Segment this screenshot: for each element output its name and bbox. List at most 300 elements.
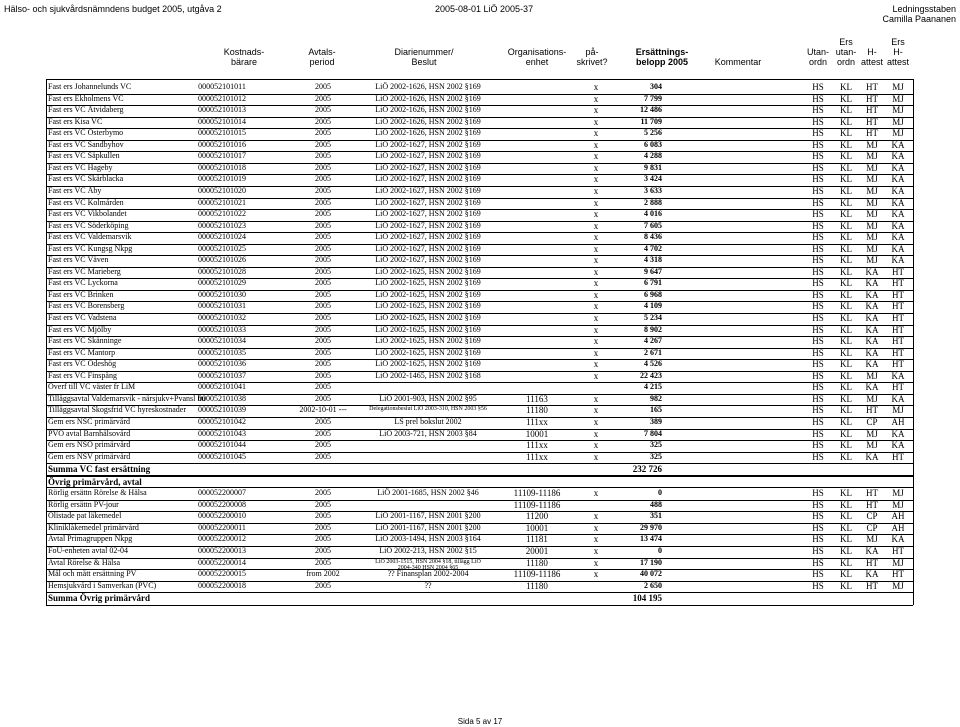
row-avtalsperiod: 2005 — [315, 232, 331, 242]
row-ers-utanordn: KL — [840, 174, 852, 185]
row-avtalsperiod: 2005 — [315, 151, 331, 161]
row-utanordn: HS — [812, 255, 824, 266]
column-header-line — [308, 37, 335, 47]
row-h-attest: HT — [866, 488, 878, 498]
grid-hline — [46, 592, 913, 593]
row-amount: 3 633 — [644, 185, 662, 195]
row-paskrivet: x — [593, 151, 599, 162]
row-name: Fast ers VC Sandbyhov — [48, 139, 124, 149]
row-name: Fast ers VC Vikbolandet — [48, 209, 127, 219]
grid-hline — [46, 487, 913, 488]
row-utanordn: HS — [812, 440, 824, 451]
row-ers-h-attest: KA — [891, 243, 905, 254]
row-utanordn: HS — [812, 557, 824, 568]
grid-vline — [46, 79, 47, 476]
row-paskrivet: x — [593, 197, 599, 208]
row-h-attest: CP — [866, 511, 878, 522]
row-avtalsperiod: 2005 — [315, 243, 331, 253]
row-kostnadsbarare: 000052101012 — [198, 93, 246, 103]
grid-hline — [46, 94, 913, 95]
row-utanordn: HS — [812, 569, 824, 580]
grid-hline — [46, 534, 913, 535]
column-header-line: attest — [886, 57, 910, 67]
grid-hline — [46, 394, 913, 395]
row-utanordn: HS — [812, 82, 824, 92]
row-amount: 0 — [658, 488, 662, 497]
row-avtalsperiod: 2005 — [315, 162, 331, 172]
row-ers-h-attest: KA — [891, 197, 905, 208]
row-utanordn: HS — [812, 220, 824, 231]
row-avtalsperiod: 2005 — [315, 301, 331, 311]
row-ers-utanordn: KL — [840, 197, 852, 208]
row-ers-h-attest: MJ — [892, 499, 904, 510]
row-h-attest: KA — [865, 382, 879, 393]
row-diarienummer: LiÖ 2002-1625, HSN 2002 §169 — [375, 336, 481, 346]
row-amount: 325 — [650, 440, 662, 450]
row-name: FoU-enheten avtal 02-04 — [48, 546, 128, 555]
row-kostnadsbarare: 000052101013 — [198, 105, 246, 115]
column-header-line: belopp 2005 — [635, 57, 689, 67]
row-avtalsperiod: 2005 — [315, 105, 331, 115]
row-kostnadsbarare: 000052101021 — [198, 197, 246, 207]
row-paskrivet: x — [593, 82, 599, 92]
row-diarienummer: LiÖ 2002-1627, HSN 2002 §169 — [375, 209, 481, 219]
row-h-attest: KA — [865, 451, 879, 462]
row-name: Fast ers VC Åtvidaberg — [48, 105, 124, 115]
row-ers-h-attest: MJ — [892, 93, 904, 104]
row-amount: 0 — [658, 546, 662, 555]
row-utanordn: HS — [812, 522, 824, 533]
row-name: Fast ers VC Lyckorna — [48, 278, 118, 288]
row-diarienummer: LS prel bokslut 2002 — [394, 416, 462, 426]
row-diarienummer: LiÖ 2002-1627, HSN 2002 §169 — [375, 232, 481, 242]
row-ers-utanordn: KL — [840, 382, 852, 393]
row-diarienummer: LiÖ 2002-1627, HSN 2002 §169 — [375, 174, 481, 184]
row-ers-utanordn: KL — [840, 301, 852, 312]
row-amount: 3 424 — [644, 174, 662, 184]
document-title: Hälso- och sjukvårdsnämndens budget 2005, utgåva 2 — [4, 4, 222, 14]
row-kostnadsbarare: 000052101028 — [198, 266, 246, 276]
row-ers-utanordn: KL — [840, 370, 852, 381]
row-ers-utanordn: KL — [840, 255, 852, 266]
row-ers-utanordn: KL — [840, 569, 852, 580]
row-avtalsperiod: 2005 — [315, 174, 331, 184]
column-header-line — [508, 37, 567, 47]
column-header — [887, 37, 909, 67]
row-amount: 4 109 — [644, 301, 662, 311]
row-utanordn: HS — [812, 451, 824, 462]
page-number: Sida 5 av 17 — [457, 717, 503, 726]
row-kostnadsbarare: 000052200007 — [198, 488, 246, 497]
row-kostnadsbarare: 000052200015 — [198, 569, 246, 579]
row-ers-utanordn: KL — [840, 93, 852, 104]
row-ers-h-attest: HT — [892, 278, 904, 289]
row-h-attest: CP — [866, 416, 878, 427]
row-diarienummer: LiÖ 2001-1685, HSN 2002 §46 — [377, 488, 479, 497]
row-h-attest: MJ — [866, 243, 878, 254]
row-ers-utanordn: KL — [840, 522, 852, 533]
row-h-attest: KA — [865, 289, 879, 300]
row-avtalsperiod: 2005 — [315, 499, 331, 509]
row-h-attest: HT — [866, 105, 878, 116]
row-utanordn: HS — [812, 382, 824, 393]
grid-hline — [46, 371, 913, 372]
row-amount: 4 702 — [644, 243, 662, 253]
row-amount: 7 799 — [644, 93, 662, 103]
row-diarienummer: LiÖ 2002-1625, HSN 2002 §169 — [375, 266, 481, 276]
row-kostnadsbarare: 000052101026 — [198, 255, 246, 265]
row-name: Fast ers VC Säpkullen — [48, 151, 120, 161]
row-avtalsperiod: 2002-10-01 --- — [299, 405, 347, 415]
column-header — [508, 37, 567, 67]
row-ers-utanordn: KL — [840, 440, 852, 451]
row-ers-h-attest: KA — [891, 440, 905, 451]
row-utanordn: HS — [812, 370, 824, 381]
row-name: Rörlig ersättn PV-jour — [48, 499, 119, 509]
column-header-line: enhet — [525, 57, 549, 67]
row-ers-utanordn: KL — [840, 336, 852, 347]
row-kostnadsbarare: 000052101036 — [198, 359, 246, 369]
row-ers-utanordn: KL — [840, 534, 852, 545]
row-ers-h-attest: KA — [891, 393, 905, 404]
row-amount: 2 671 — [644, 347, 662, 357]
grid-hline — [46, 476, 913, 477]
column-header-line: Ersättnings- — [635, 47, 689, 57]
row-paskrivet: x — [593, 209, 599, 220]
row-h-attest: HT — [866, 116, 878, 127]
row-kostnadsbarare: 000052101041 — [198, 382, 246, 392]
row-paskrivet: x — [593, 266, 599, 277]
row-ers-utanordn: KL — [840, 324, 852, 335]
row-h-attest: MJ — [866, 185, 878, 196]
row-paskrivet: x — [593, 232, 599, 243]
row-organisationsenhet: 11200 — [525, 511, 549, 522]
row-h-attest: MJ — [866, 440, 878, 451]
row-ers-utanordn: KL — [840, 511, 852, 522]
row-ers-utanordn: KL — [840, 416, 852, 427]
row-diarienummer: LiÖ 2002-1627, HSN 2002 §169 — [375, 255, 481, 265]
grid-hline — [46, 163, 913, 164]
row-ers-h-attest: HT — [892, 451, 904, 462]
row-kostnadsbarare: 000052101037 — [198, 370, 246, 380]
row-kostnadsbarare: 000052101016 — [198, 139, 246, 149]
row-kostnadsbarare: 000052200012 — [198, 534, 246, 544]
row-amount: 9 831 — [644, 162, 662, 172]
row-ers-utanordn: KL — [840, 488, 852, 498]
row-name: Fast ers VC Mjölby — [48, 324, 112, 334]
row-name: Gem ers NSÖ primärvård — [48, 440, 131, 450]
grid-vline — [913, 475, 914, 605]
row-name: Fast ers VC Valdemarsvik — [48, 232, 132, 242]
row-diarienummer: LiÖ 2002-1626, HSN 2002 §169 — [375, 128, 481, 138]
row-ers-utanordn: KL — [840, 557, 852, 568]
grid-hline — [46, 500, 913, 501]
grid-hline — [46, 452, 913, 453]
row-utanordn: HS — [812, 313, 824, 323]
row-kostnadsbarare: 000052101018 — [198, 162, 246, 172]
row-ers-h-attest: KA — [891, 151, 905, 162]
row-h-attest: KA — [865, 546, 879, 556]
row-paskrivet: x — [593, 93, 599, 104]
row-paskrivet: x — [593, 324, 599, 335]
row-utanordn: HS — [812, 93, 824, 104]
row-ers-h-attest: KA — [891, 174, 905, 185]
row-name: Fast ers VC Österbymo — [48, 128, 124, 138]
grid-hline — [46, 336, 913, 337]
row-ers-utanordn: KL — [840, 82, 852, 92]
row-diarienummer: LiÖ 2002-213, HSN 2002 §15 — [379, 546, 477, 555]
row-utanordn: HS — [812, 393, 824, 404]
row-h-attest: HT — [866, 405, 878, 416]
row-diarienummer: LiÖ 2002-1627, HSN 2002 §169 — [375, 162, 481, 172]
row-organisationsenhet: 11180 — [526, 405, 548, 416]
row-amount: 351 — [650, 511, 662, 521]
grid-hline — [46, 511, 913, 512]
row-avtalsperiod: 2005 — [315, 313, 331, 322]
row-ers-h-attest: KA — [891, 232, 905, 243]
row-h-attest: HT — [866, 580, 878, 591]
row-amount: 8 902 — [644, 324, 662, 334]
row-amount: 13 474 — [640, 534, 662, 544]
grid-hline — [46, 117, 913, 118]
row-ers-h-attest: HT — [892, 569, 904, 580]
row-ers-utanordn: KL — [840, 405, 852, 416]
row-utanordn: HS — [812, 416, 824, 427]
row-amount: 982 — [650, 393, 662, 403]
row-utanordn: HS — [812, 232, 824, 243]
row-ers-h-attest: AH — [891, 511, 905, 522]
grid-hline — [46, 209, 913, 210]
row-amount: 7 804 — [644, 428, 662, 438]
row-name: PVÖ avtal Barnhälsovård — [48, 428, 131, 438]
row-diarienummer: LiÖ 2002-1625, HSN 2002 §169 — [375, 278, 481, 288]
column-header-line: Diarienummer/ — [394, 47, 454, 57]
row-utanordn: HS — [812, 580, 824, 591]
grid-hline — [46, 221, 913, 222]
row-diarienummer: LiÖ 2001-903, HSN 2002 §95 — [379, 393, 477, 403]
row-amount: 2 650 — [644, 580, 662, 590]
row-diarienummer: LiÖ 2002-1625, HSN 2002 §169 — [375, 359, 481, 369]
row-h-attest: MJ — [866, 428, 878, 439]
row-ers-h-attest: HT — [892, 289, 904, 300]
row-name: Fast ers Kisa VC — [48, 116, 103, 126]
row-diarienummer: ?? — [424, 580, 432, 590]
row-paskrivet: x — [593, 347, 599, 358]
row-ers-utanordn: KL — [840, 289, 852, 300]
row-name: Fast ers VC Kungsg Nkpg — [48, 243, 133, 253]
row-diarienummer: LiÖ 2002-1627, HSN 2002 §169 — [375, 243, 481, 253]
row-h-attest: MJ — [866, 534, 878, 545]
row-paskrivet: x — [593, 105, 599, 116]
row-paskrivet: x — [593, 220, 599, 231]
row-kostnadsbarare: 000052200014 — [198, 557, 246, 567]
row-avtalsperiod: 2005 — [315, 336, 331, 346]
grid-hline — [46, 405, 913, 406]
row-h-attest: KA — [865, 324, 879, 335]
row-kostnadsbarare: 000052101032 — [198, 313, 246, 322]
row-h-attest: MJ — [866, 162, 878, 173]
row-paskrivet: x — [593, 278, 599, 289]
row-name: Fast ers VC Skänninge — [48, 336, 122, 346]
column-header — [308, 37, 335, 67]
row-kostnadsbarare: 000052101025 — [198, 243, 246, 253]
column-header-line: bärare — [230, 57, 257, 67]
grid-hline — [46, 105, 913, 106]
row-amount: 5 256 — [644, 128, 662, 138]
row-diarienummer: LiÖ 2002-1465, HSN 2002 §168 — [375, 370, 481, 380]
row-utanordn: HS — [812, 105, 824, 116]
column-header-line: Kostnads- — [223, 47, 265, 57]
grid-hline — [46, 151, 913, 152]
row-name: Fast ers VC Vadstena — [48, 313, 117, 322]
row-h-attest: MJ — [866, 209, 878, 220]
row-avtalsperiod: 2005 — [315, 255, 331, 265]
column-header-line: utan- — [835, 47, 857, 57]
grid-hline — [46, 140, 913, 141]
row-avtalsperiod: 2005 — [315, 278, 331, 288]
column-header-line: attest — [860, 57, 884, 67]
row-amount: 6 791 — [644, 278, 662, 288]
org-name: Ledningsstaben — [892, 4, 956, 14]
row-h-attest: MJ — [866, 139, 878, 150]
grid-hline — [46, 359, 913, 360]
grid-hline — [46, 569, 913, 570]
row-ers-utanordn: KL — [840, 278, 852, 289]
row-diarienummer: LiÖ 2003-721, HSN 2003 §84 — [379, 428, 477, 438]
row-kostnadsbarare: 000052101035 — [198, 347, 246, 357]
row-ers-utanordn: KL — [840, 220, 852, 231]
row-avtalsperiod: 2005 — [315, 416, 331, 426]
row-ers-utanordn: KL — [840, 393, 852, 404]
row-organisationsenhet: 10001 — [525, 522, 549, 533]
section-sum-label: Summa Övrig primärvård — [48, 593, 150, 604]
row-h-attest: KA — [865, 347, 879, 358]
row-avtalsperiod: 2005 — [315, 209, 331, 219]
row-name: Tilläggsavtal Valdemarsvik - närsjukv+Pvansl hu — [48, 393, 206, 403]
row-h-attest: MJ — [866, 393, 878, 404]
column-header-line: Ers — [839, 37, 853, 47]
column-header — [394, 37, 453, 67]
row-kostnadsbarare: 000052101038 — [198, 393, 246, 403]
row-avtalsperiod: 2005 — [315, 324, 331, 334]
row-paskrivet: x — [593, 359, 599, 370]
row-kostnadsbarare: 000052101020 — [198, 185, 246, 195]
row-paskrivet: x — [593, 451, 599, 462]
row-amount: 6 083 — [644, 139, 662, 149]
row-amount: 4 526 — [644, 359, 662, 369]
row-utanordn: HS — [812, 116, 824, 127]
row-kostnadsbarare: 000052200008 — [198, 499, 246, 509]
row-amount: 22 423 — [640, 370, 662, 380]
row-organisationsenhet: 11163 — [526, 393, 548, 404]
column-header — [576, 37, 607, 67]
row-ers-h-attest: HT — [892, 266, 904, 277]
grid-hline — [46, 523, 913, 524]
row-paskrivet: x — [593, 511, 599, 522]
row-paskrivet: x — [593, 522, 599, 533]
row-h-attest: KA — [865, 278, 879, 289]
row-utanordn: HS — [812, 128, 824, 139]
row-organisationsenhet: 11109-11186 — [513, 499, 561, 510]
row-name: Fast ers VC Väven — [48, 255, 109, 265]
row-ers-h-attest: HT — [892, 313, 904, 323]
row-utanordn: HS — [812, 301, 824, 312]
grid-hline — [46, 546, 913, 547]
row-ers-h-attest: MJ — [892, 128, 904, 139]
row-kostnadsbarare: 000052101042 — [198, 416, 246, 426]
row-ers-h-attest: MJ — [892, 488, 904, 498]
row-organisationsenhet: 111xx — [526, 416, 548, 427]
row-name: Fast ers VC Finspång — [48, 370, 117, 380]
row-kostnadsbarare: 000052101031 — [198, 301, 246, 311]
row-utanordn: HS — [812, 546, 824, 556]
row-ers-utanordn: KL — [840, 313, 852, 323]
row-ers-utanordn: KL — [840, 580, 852, 591]
row-avtalsperiod: 2005 — [315, 382, 331, 392]
column-header-line: Avtals- — [308, 47, 336, 57]
row-name: Fast ers VC Mantorp — [48, 347, 116, 357]
row-name: Fast ers VC Söderköping — [48, 220, 129, 230]
row-ers-utanordn: KL — [840, 451, 852, 462]
row-avtalsperiod: 2005 — [315, 359, 331, 369]
row-amount: 5 234 — [644, 313, 662, 322]
row-ers-utanordn: KL — [840, 139, 852, 150]
row-name: Fast ers VC Åby — [48, 185, 102, 195]
row-avtalsperiod: 2005 — [315, 511, 331, 521]
column-header-line: H- — [867, 47, 877, 57]
row-ers-utanordn: KL — [840, 162, 852, 173]
row-kostnadsbarare: 000052101043 — [198, 428, 246, 438]
row-avtalsperiod: 2005 — [315, 347, 331, 357]
row-kostnadsbarare: 000052101014 — [198, 116, 246, 126]
row-ers-h-attest: HT — [892, 546, 904, 556]
row-avtalsperiod: 2005 — [315, 185, 331, 195]
row-kostnadsbarare: 000052101033 — [198, 324, 246, 334]
grid-hline — [46, 475, 913, 476]
row-paskrivet: x — [593, 243, 599, 254]
row-paskrivet: x — [593, 289, 599, 300]
row-paskrivet: x — [593, 336, 599, 347]
row-ers-h-attest: HT — [892, 301, 904, 312]
row-avtalsperiod: 2005 — [315, 116, 331, 126]
row-organisationsenhet: 111xx — [526, 440, 548, 451]
row-diarienummer: LiÖ 2002-1625, HSN 2002 §169 — [375, 301, 481, 311]
column-header — [715, 37, 762, 67]
row-diarienummer: LiÖ 2002-1627, HSN 2002 §169 — [375, 151, 481, 161]
row-avtalsperiod: 2005 — [315, 266, 331, 276]
row-organisationsenhet: 11180 — [526, 580, 548, 591]
row-name: Fast ers VC Hageby — [48, 162, 113, 172]
row-amount: 2 888 — [644, 197, 662, 207]
section-sum-amount: 104 195 — [632, 593, 662, 604]
row-h-attest: MJ — [866, 174, 878, 185]
row-organisationsenhet: 11109-11186 — [513, 569, 561, 580]
row-utanordn: HS — [812, 428, 824, 439]
row-name: Fast ers VC Borensberg — [48, 301, 125, 311]
row-paskrivet: x — [593, 139, 599, 150]
row-ers-h-attest: HT — [892, 382, 904, 393]
row-ers-h-attest: HT — [892, 359, 904, 370]
row-organisationsenhet: 111xx — [526, 451, 548, 462]
row-kostnadsbarare: 000052101044 — [198, 440, 246, 450]
row-kostnadsbarare: 000052101023 — [198, 220, 246, 230]
grid-hline — [46, 267, 913, 268]
row-utanordn: HS — [812, 266, 824, 277]
row-ers-h-attest: KA — [891, 428, 905, 439]
row-ers-h-attest: KA — [891, 139, 905, 150]
row-utanordn: HS — [812, 243, 824, 254]
row-amount: 29 970 — [640, 522, 662, 532]
